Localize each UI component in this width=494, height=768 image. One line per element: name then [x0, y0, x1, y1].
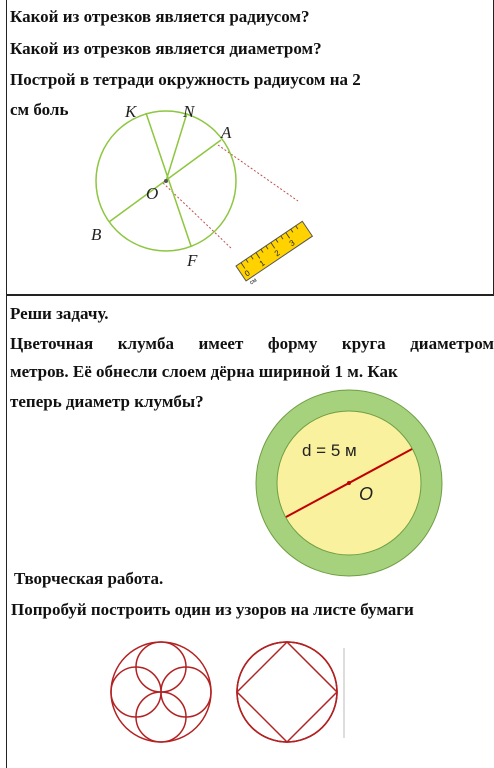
problem-line-3: теперь диаметр клумбы?: [10, 392, 204, 411]
ruler-label-3: 3: [287, 238, 297, 249]
word: круга: [341, 334, 386, 353]
point-label-b: B: [91, 225, 102, 244]
point-label-a: A: [221, 123, 232, 142]
pattern-star: [237, 642, 337, 742]
center-label: O: [359, 484, 374, 504]
point-label-n: N: [183, 102, 195, 121]
instruction-line: Построй в тетради окружность радиусом на 2: [10, 70, 361, 89]
creative-instruction: Попробуй построить один из узоров на листе бумаги: [11, 600, 414, 619]
diameter-label: d = 5 м: [302, 441, 357, 460]
ruler-label-1: 1: [257, 258, 267, 269]
question-diameter: Какой из отрезков является диаметром?: [10, 39, 322, 58]
ruler-label-0: 0: [242, 268, 252, 279]
question-radius: Какой из отрезков является радиусом?: [10, 7, 310, 26]
word: форму: [267, 334, 318, 353]
word: Цветочная: [10, 334, 94, 353]
problem-heading: Реши задачу.: [10, 304, 109, 323]
pattern-flower: [111, 642, 211, 742]
instruction-line-cont: см боль: [10, 100, 69, 119]
ruler-label-2: 2: [272, 248, 282, 259]
creative-heading: Творческая работа.: [14, 569, 164, 588]
word: клумба: [117, 334, 174, 353]
point-label-o: O: [146, 184, 159, 203]
word: диаметром: [410, 334, 494, 353]
point-label-f: F: [187, 251, 198, 270]
point-label-k: K: [125, 102, 137, 121]
word: имеет: [198, 334, 244, 353]
problem-line-2: метров. Её обнесли слоем дёрна шириной 1 м. Как: [10, 362, 398, 381]
ruler-unit: см: [248, 277, 259, 287]
